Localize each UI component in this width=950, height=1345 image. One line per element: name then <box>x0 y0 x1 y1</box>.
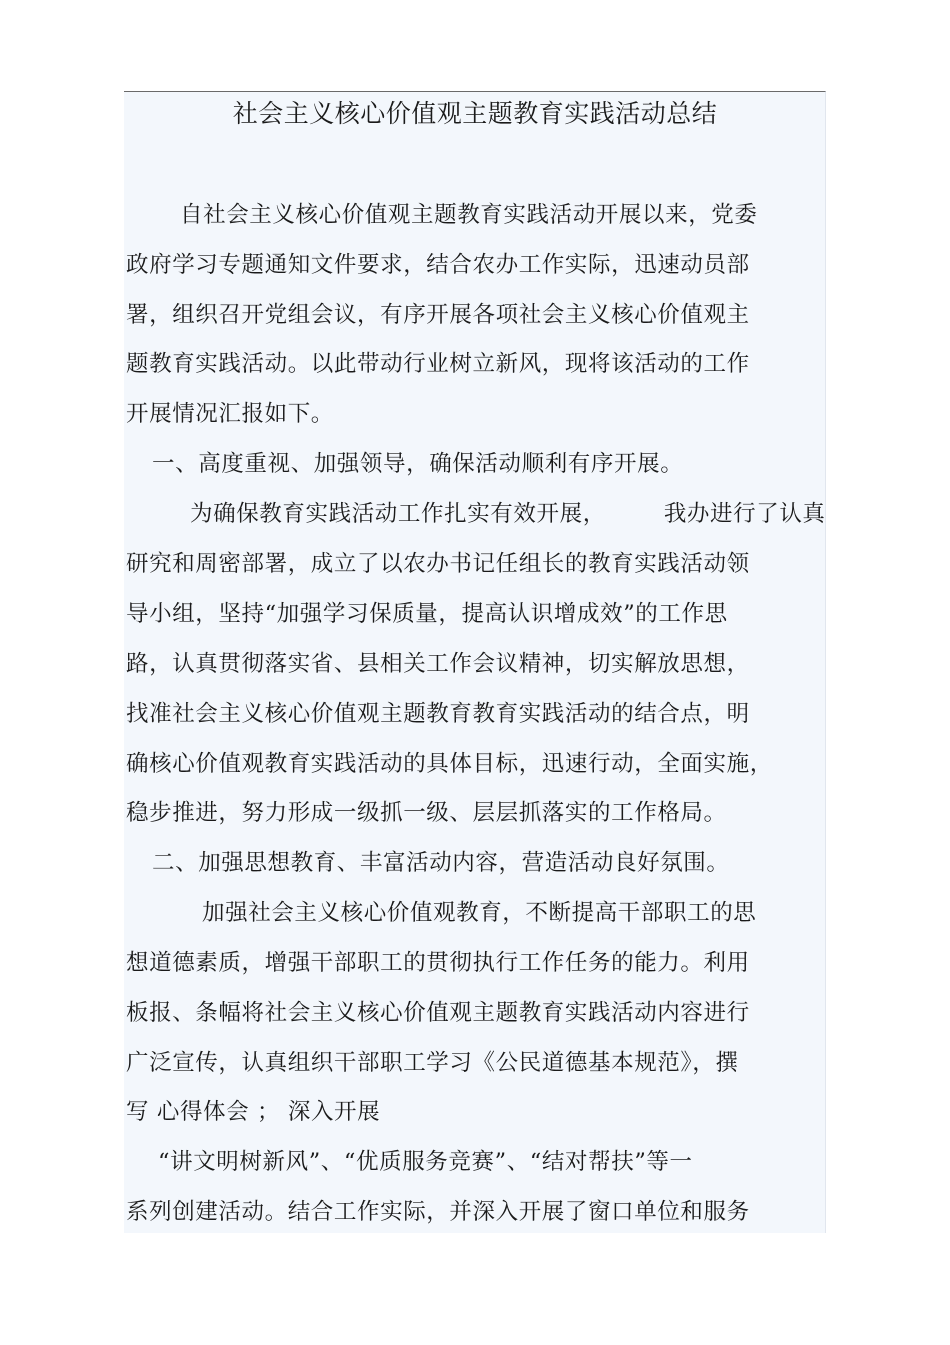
paragraph-line: 写 心得体会 ； 深入开展 <box>126 1099 381 1125</box>
paragraph-line: 研究和周密部署，成立了以农办书记任组长的教育实践活动领 <box>126 551 750 577</box>
paragraph-line: 政府学习专题通知文件要求，结合农办工作实际，迅速动员部 <box>126 252 750 278</box>
document-title: 社会主义核心价值观主题教育实践活动总结 <box>232 99 718 128</box>
paragraph-line: 系列创建活动。结合工作实际，并深入开展了窗口单位和服务 <box>126 1199 750 1225</box>
paragraph-line: 开展情况汇报如下。 <box>126 401 334 427</box>
paragraph-line: 加强社会主义核心价值观教育，不断提高干部职工的思 <box>202 900 757 926</box>
paragraph-line: 导小组，坚持“加强学习保质量，提高认识增成效”的工作思 <box>126 601 728 627</box>
paragraph-line: 自社会主义核心价值观主题教育实践活动开展以来，党委 <box>180 202 758 228</box>
paragraph-line: 广泛宣传，认真组织干部职工学习《公民道德基本规范》，撰 <box>126 1050 739 1076</box>
paragraph-line: 路，认真贯彻落实省、县相关工作会议精神，切实解放思想， <box>126 651 750 677</box>
paragraph-line: 稳步推进，努力形成一级抓一级、层层抓落实的工作格局。 <box>126 800 727 826</box>
paragraph-line: 确核心价值观教育实践活动的具体目标，迅速行动，全面实施， <box>126 751 773 777</box>
paragraph-line <box>190 499 826 529</box>
paragraph-line: 板报、条幅将社会主义核心价值观主题教育实践活动内容进行 <box>126 1000 750 1026</box>
section-heading: 一、高度重视、加强领导，确保活动顺利有序开展。 <box>152 451 684 477</box>
paragraph-line: 想道德素质，增强干部职工的贯彻执行工作任务的能力。利用 <box>126 950 750 976</box>
paragraph-line-part: 为确保教育实践活动工作扎实有效开展， <box>190 501 606 527</box>
paragraph-line: 署，组织召开党组会议，有序开展各项社会主义核心价值观主 <box>126 302 750 328</box>
paragraph-line: 题教育实践活动。以此带动行业树立新风，现将该活动的工作 <box>126 351 750 377</box>
paragraph-line: 找准社会主义核心价值观主题教育教育实践活动的结合点，明 <box>126 701 750 727</box>
paragraph-line-part: 我办进行了认真 <box>663 501 826 527</box>
section-heading: 二、加强思想教育、丰富活动内容，营造活动良好氛围。 <box>152 850 730 876</box>
paragraph-line: “讲文明树新风”、“优质服务竞赛”、“结对帮扶”等一 <box>158 1149 693 1175</box>
